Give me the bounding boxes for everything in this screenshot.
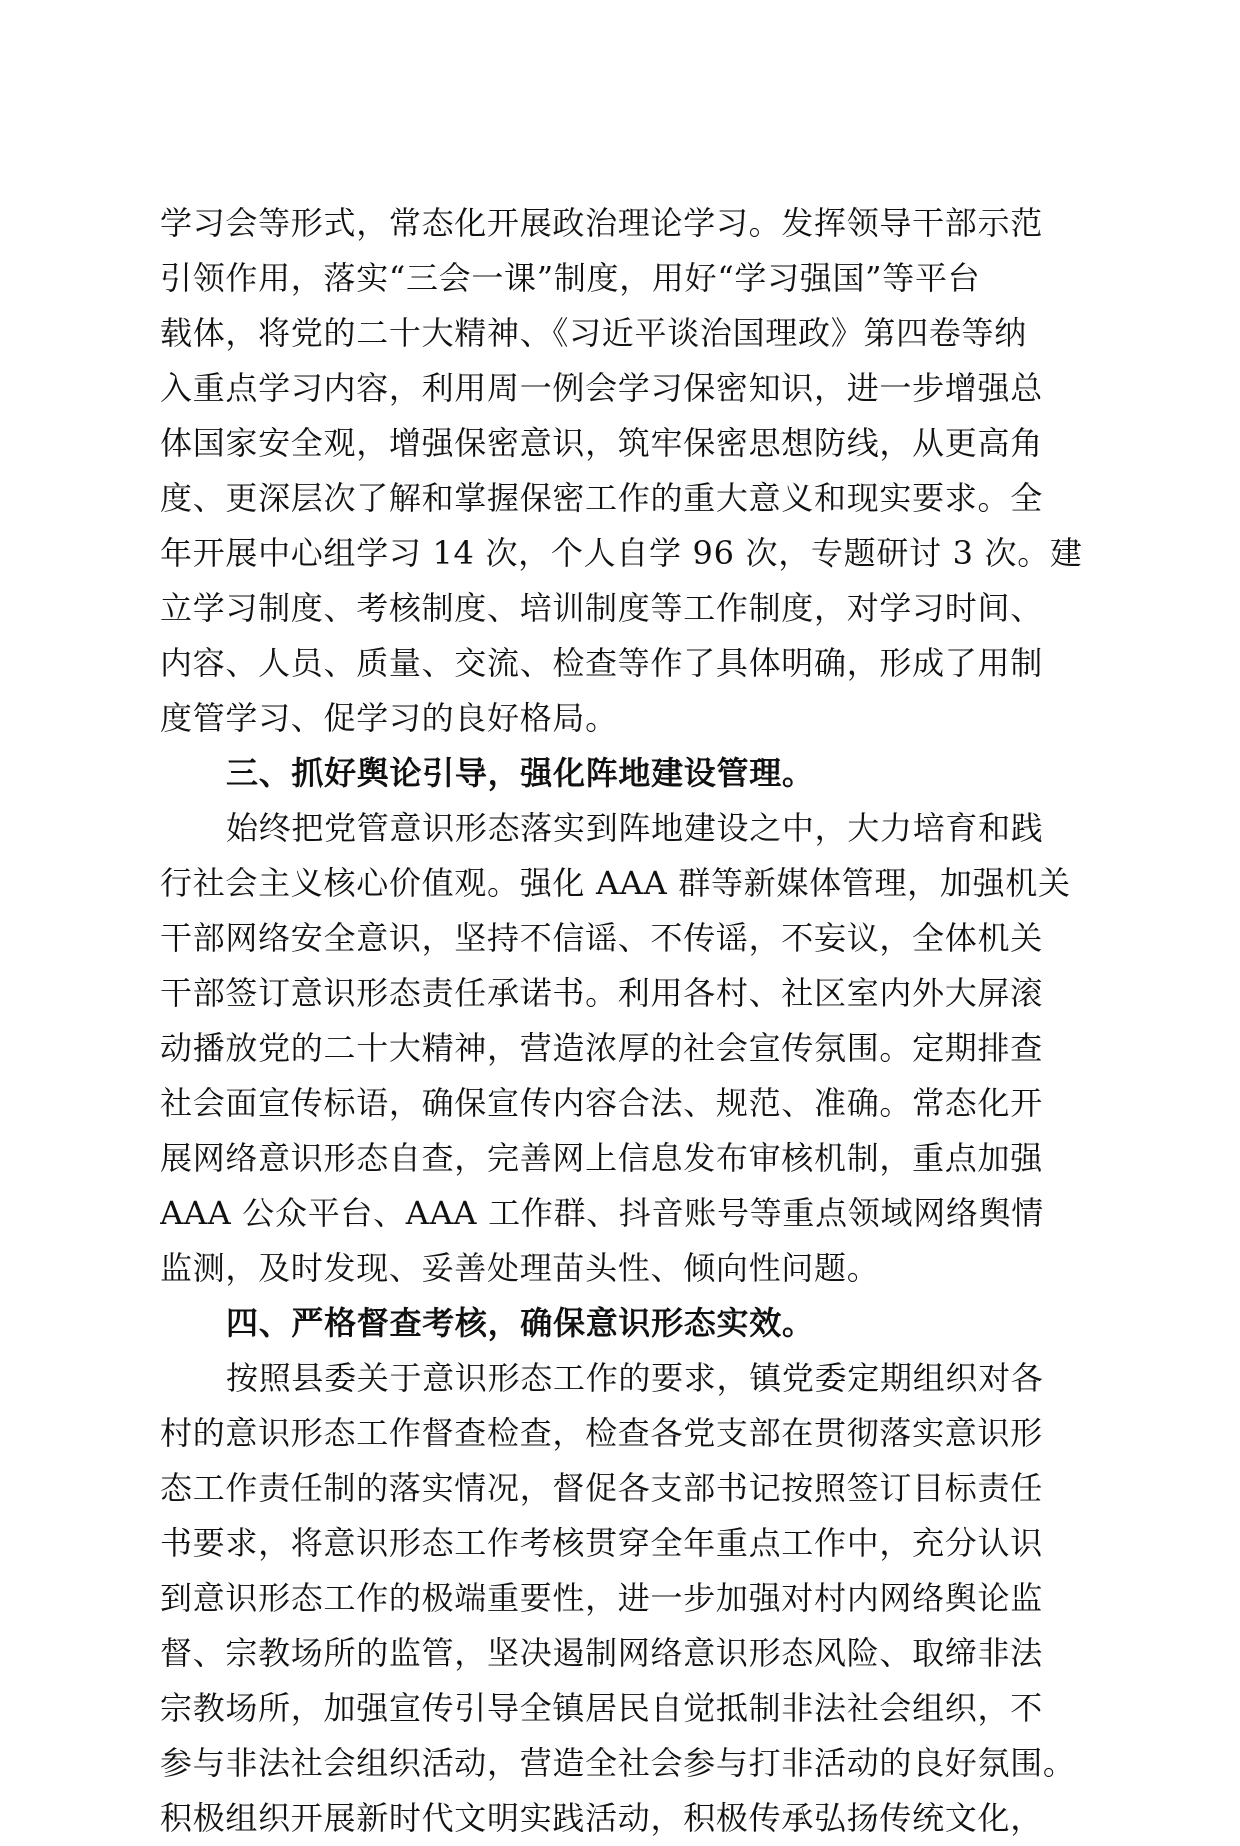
body-line: 宗教场所，加强宣传引导全镇居民自觉抵制非法社会组织，不 xyxy=(160,1689,1043,1727)
body-line: 干部签订意识形态责任承诺书。利用各村、社区室内外大屏滚 xyxy=(160,974,1043,1012)
body-line: 督、宗教场所的监管，坚决遏制网络意识形态风险、取缔非法 xyxy=(160,1634,1043,1672)
body-line: 动播放党的二十大精神，营造浓厚的社会宣传氛围。定期排查 xyxy=(160,1029,1043,1067)
body-line: 度管学习、促学习的良好格局。 xyxy=(160,699,618,737)
body-line: 村的意识形态工作督查检查，检查各党支部在贯彻落实意识形 xyxy=(160,1414,1043,1452)
paragraph-start: 始终把党管意识形态落实到阵地建设之中，大力培育和践 xyxy=(226,809,1044,847)
body-line: 干部网络安全意识，坚持不信谣、不传谣，不妄议，全体机关 xyxy=(160,919,1043,957)
body-line: 展网络意识形态自查，完善网上信息发布审核机制，重点加强 xyxy=(160,1139,1043,1177)
body-line: 到意识形态工作的极端重要性，进一步加强对村内网络舆论监 xyxy=(160,1579,1043,1617)
body-line: 立学习制度、考核制度、培训制度等工作制度，对学习时间、 xyxy=(160,589,1043,627)
body-line: 引领作用，落实“三会一课”制度，用好“学习强国”等平台 xyxy=(160,259,981,297)
body-line: 体国家安全观，增强保密意识，筑牢保密思想防线，从更高角 xyxy=(160,424,1043,462)
body-line: 态工作责任制的落实情况，督促各支部书记按照签订目标责任 xyxy=(160,1469,1043,1507)
body-line: 行社会主义核心价值观。强化 AAA 群等新媒体管理，加强机关 xyxy=(160,864,1071,902)
body-line: 监测，及时发现、妥善处理苗头性、倾向性问题。 xyxy=(160,1249,880,1287)
body-line: 年开展中心组学习 14 次，个人自学 96 次，专题研讨 3 次。建 xyxy=(160,534,1083,572)
body-line: 学习会等形式，常态化开展政治理论学习。发挥领导干部示范 xyxy=(160,204,1043,242)
paragraph-start: 按照县委关于意识形态工作的要求，镇党委定期组织对各 xyxy=(226,1359,1044,1397)
body-line: AAA 公众平台、AAA 工作群、抖音账号等重点领域网络舆情 xyxy=(160,1194,1045,1232)
body-line: 入重点学习内容，利用周一例会学习保密知识，进一步增强总 xyxy=(160,369,1043,407)
body-line: 载体，将党的二十大精神、《习近平谈治国理政》第四卷等纳 xyxy=(160,314,1027,352)
body-line: 书要求，将意识形态工作考核贯穿全年重点工作中，充分认识 xyxy=(160,1524,1043,1562)
body-line: 积极组织开展新时代文明实践活动，积极传承弘扬传统文化， xyxy=(160,1799,1043,1837)
body-line: 度、更深层次了解和掌握保密工作的重大意义和现实要求。全 xyxy=(160,479,1043,517)
body-line: 参与非法社会组织活动，营造全社会参与打非活动的良好氛围。 xyxy=(160,1744,1076,1782)
body-line: 内容、人员、质量、交流、检查等作了具体明确，形成了用制 xyxy=(160,644,1043,682)
section-heading-4: 四、严格督查考核，确保意识形态实效。 xyxy=(226,1304,815,1342)
body-line: 社会面宣传标语，确保宣传内容合法、规范、准确。常态化开 xyxy=(160,1084,1043,1122)
section-heading-3: 三、抓好舆论引导，强化阵地建设管理。 xyxy=(226,754,815,792)
